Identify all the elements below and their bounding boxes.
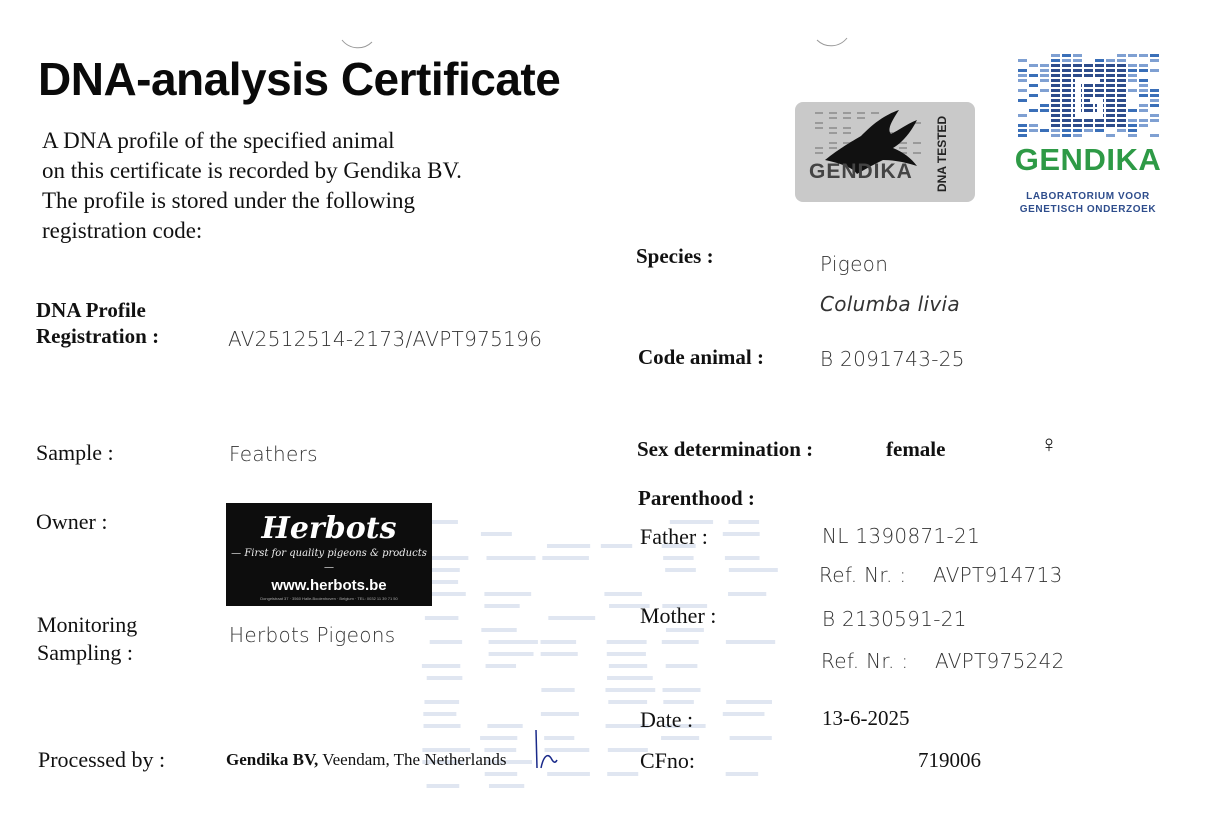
sex-determination-label: Sex determination : (637, 437, 814, 461)
registration-value: AV2512514-2173/AVPT975196 (228, 327, 543, 351)
intro-line: A DNA profile of the specified animal (42, 128, 395, 153)
date-value: 13-6-2025 (822, 706, 910, 730)
female-symbol-icon: ♀ (1040, 432, 1058, 458)
cfno-value: 719006 (918, 748, 981, 772)
gendika-logo-name: GENDIKA (1014, 142, 1162, 177)
mother-ref-value: AVPT975242 (935, 649, 1065, 673)
code-animal-value: B 2091743-25 (820, 347, 965, 371)
intro-line: The profile is stored under the following (42, 188, 416, 213)
badge-side-text: DNA TESTED (935, 115, 949, 193)
species-label: Species : (636, 244, 714, 268)
processed-by-location: Veendam, The Netherlands (318, 750, 507, 769)
processed-by-company: Gendika BV, (226, 750, 319, 769)
pen-mark (533, 728, 559, 772)
father-ref-value: AVPT914713 (933, 563, 1063, 587)
sex-value: female (886, 437, 946, 461)
owner-logo-address: Dongelstraat 37 · 3560 Halle-Booienhoven · Belgium · TEL: 0032 11 39 71 50 (260, 596, 398, 601)
gendika-subtitle-line: LABORATORIUM VOOR (1026, 191, 1150, 202)
monitoring-label: Monitoring (37, 612, 138, 637)
punch-mark (815, 36, 849, 50)
father-ring-value: NL 1390871-21 (822, 524, 981, 548)
gendika-subtitle-line: GENETISCH ONDERZOEK (1019, 204, 1157, 215)
badge-brand: GENDIKA (809, 160, 913, 183)
owner-logo (226, 503, 432, 606)
owner-logo-website: www.herbots.be (271, 577, 387, 594)
monitoring-value: Herbots Pigeons (229, 623, 396, 647)
mother-label: Mother : (640, 603, 717, 628)
sample-value: Feathers (229, 442, 318, 466)
owner-logo-name: Herbots (261, 511, 397, 546)
intro-line: on this certificate is recorded by Gendika BV. (42, 158, 462, 183)
processed-by-value (226, 750, 507, 770)
cfno-label: CFno: (640, 748, 696, 773)
dna-tested-badge (795, 102, 975, 202)
father-label: Father : (640, 524, 708, 549)
father-ref-label: Ref. Nr. : (819, 563, 907, 587)
intro-line: registration code: (42, 218, 203, 243)
parenthood-label: Parenthood : (638, 486, 755, 510)
owner-logo-tagline: — First for quality pigeons & products — (231, 548, 427, 573)
mother-ring-value: B 2130591-21 (822, 607, 967, 631)
registration-label: Registration : (36, 324, 160, 348)
registration-label: DNA Profile (36, 298, 146, 322)
intro-text (42, 126, 562, 246)
monitoring-label: Sampling : (37, 640, 133, 665)
punch-mark (340, 38, 374, 52)
page-title: DNA-analysis Certificate (38, 53, 561, 105)
date-label: Date : (640, 707, 694, 732)
sample-label: Sample : (36, 440, 114, 465)
code-animal-label: Code animal : (638, 345, 764, 369)
gendika-logo-icon (1018, 54, 1160, 142)
processed-by-label: Processed by : (38, 747, 166, 772)
owner-label: Owner : (36, 509, 108, 534)
species-latin-value: Columba livia (820, 292, 960, 316)
gendika-logo-subtitle (1012, 190, 1164, 216)
species-common-value: Pigeon (820, 252, 889, 276)
mother-ref-label: Ref. Nr. : (821, 649, 909, 673)
